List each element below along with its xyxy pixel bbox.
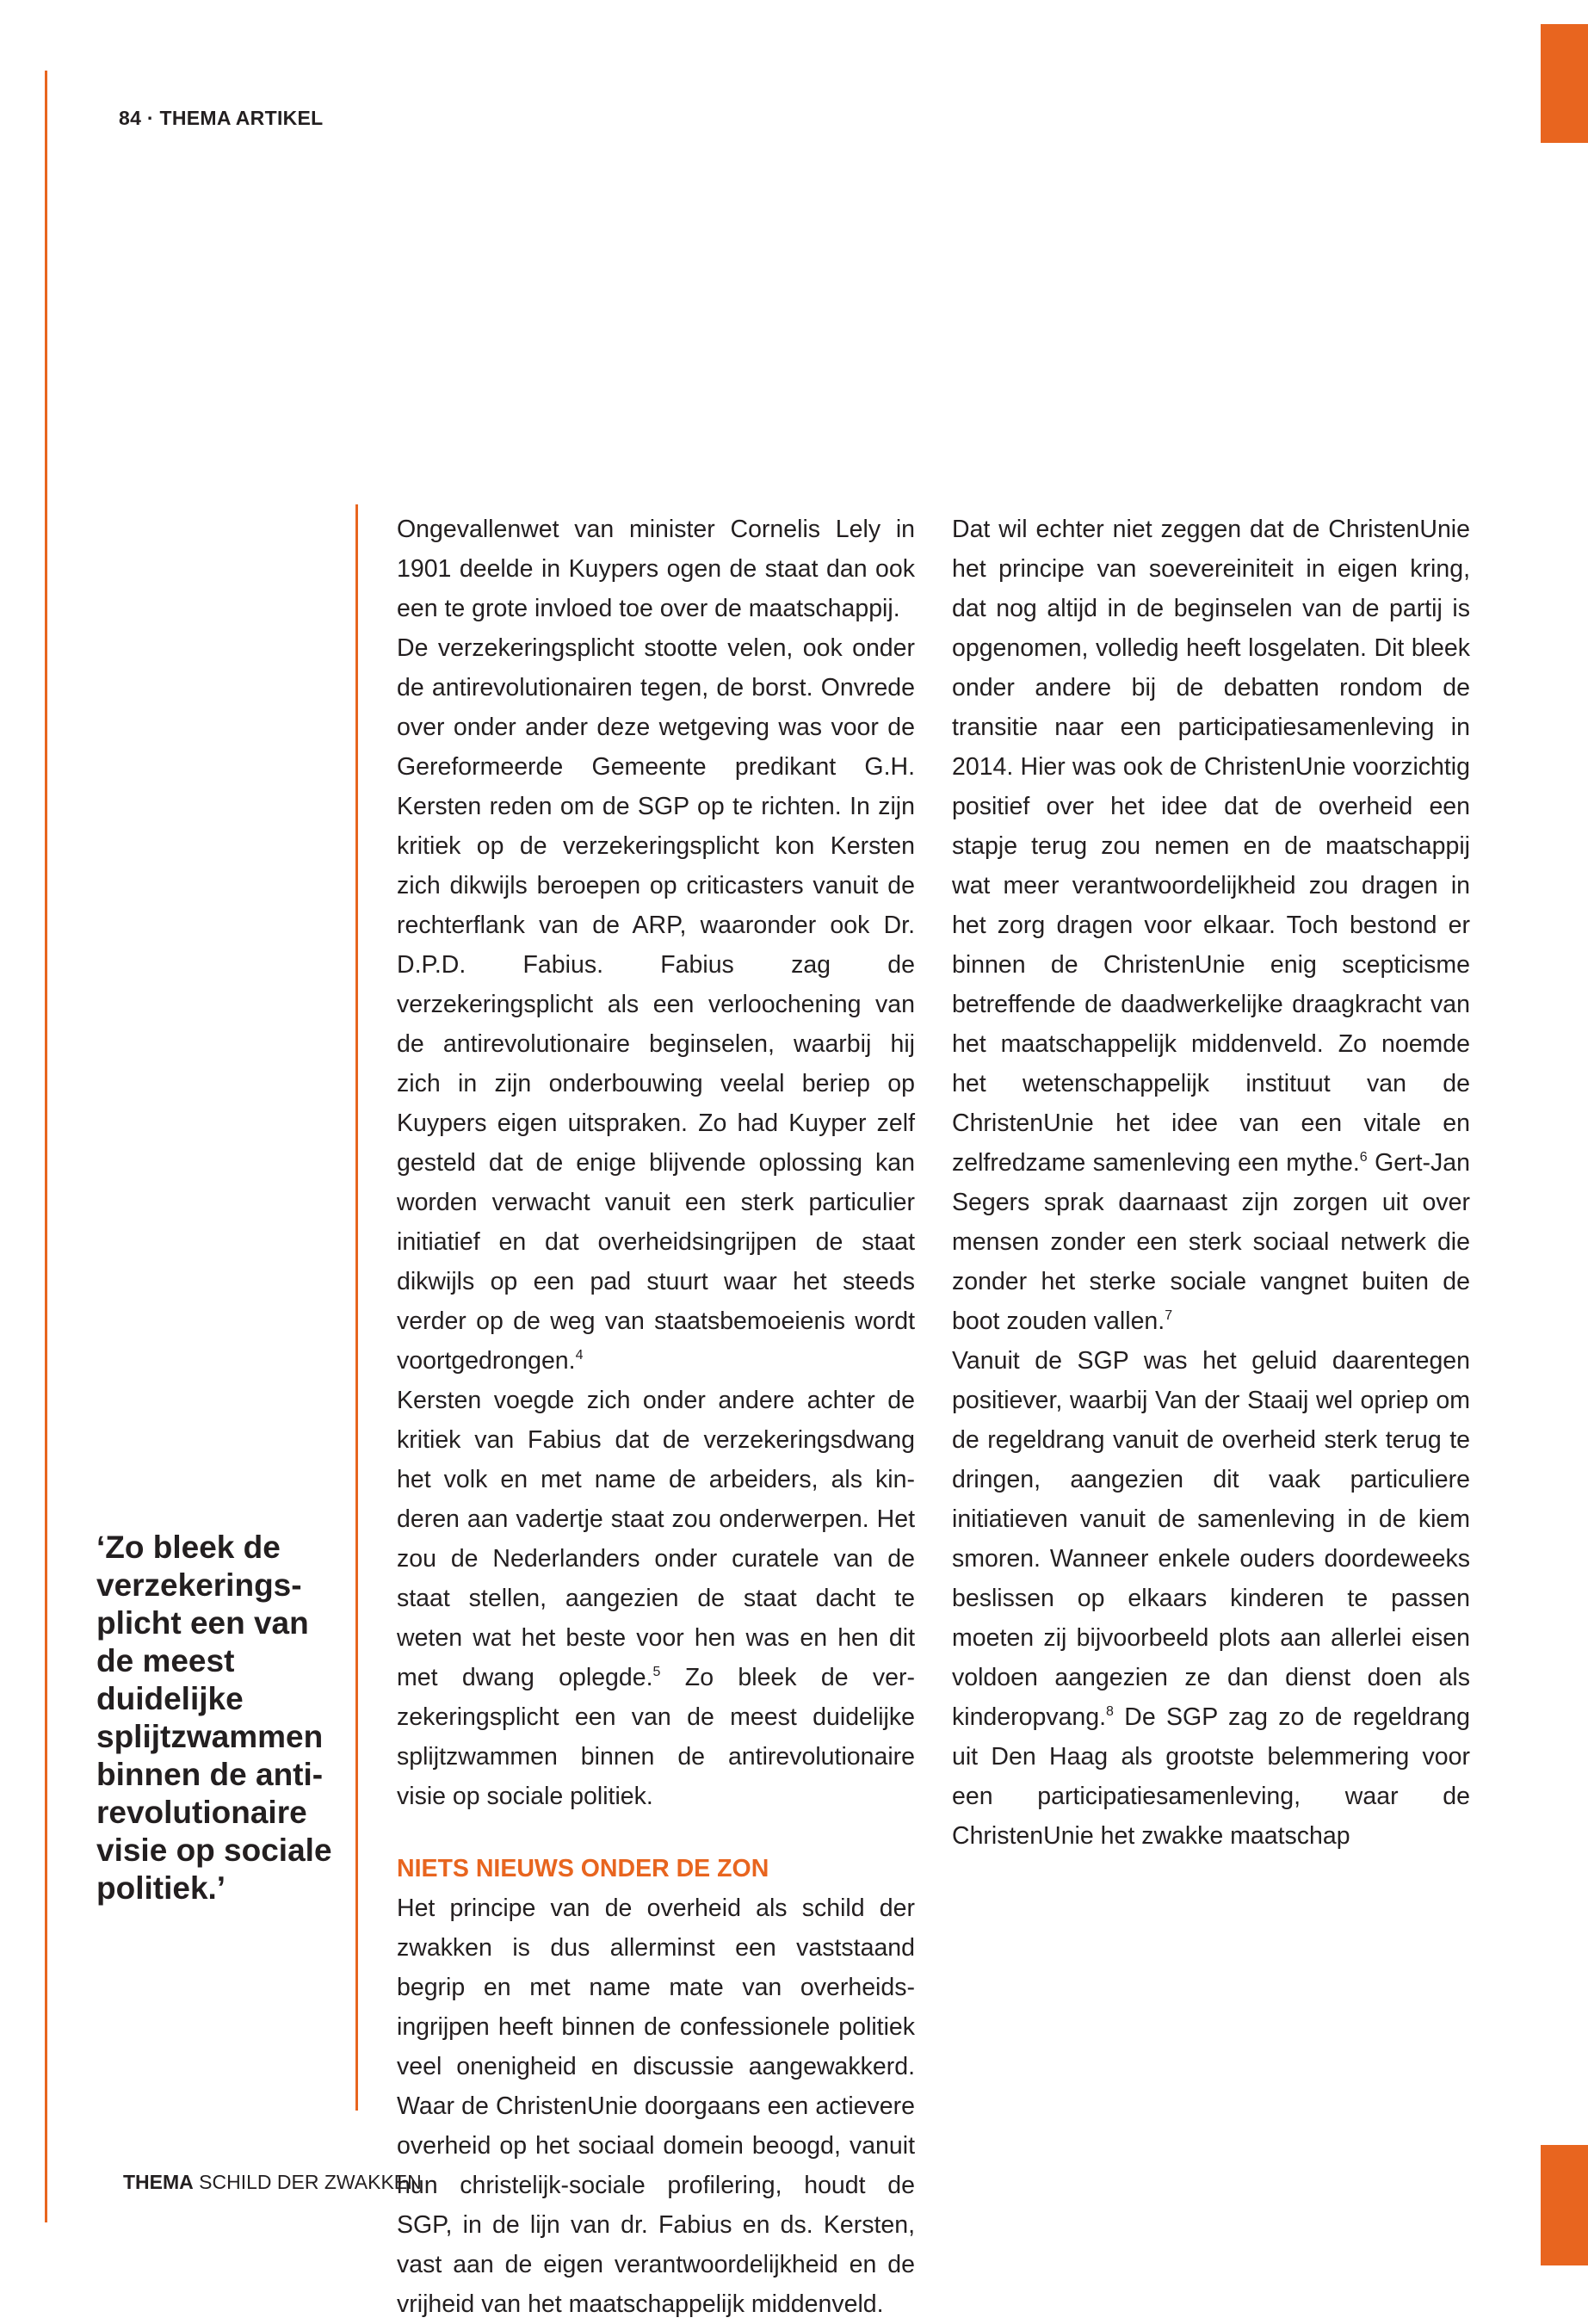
footer-thema: THEMA	[123, 2171, 194, 2193]
running-head: 84 · THEMA ARTIKEL	[119, 107, 324, 129]
paragraph: Dat wil echter niet zeggen dat de ChristenUnie het principe van soevereiniteit in eigen kring, dat nog altijd in de beginselen van de partij is opgenomen, volledig heeft losgelaten. Dit bleek onder andere bij de debatten rondom de transitie naar een participatiesamenleving in 2014. Hier was ook de ChristenUnie voorzichtig positief over het idee dat de overheid een stapje terug zou nemen en de maatschappij wat meer verantwoordelijkheid zou dragen in het zorg dragen voor elkaar. Toch bestond er binnen de ChristenUnie enig scepticisme betreffende de daadwerkelijke draagkracht van het maatschappelijk middenveld. Zo noemde het wetenschappelijk instituut van de ChristenUnie het idee van een vitale en zelfredzame samenleving een mythe.$^6$ Gert-Jan Segers sprak daarnaast zijn zorgen uit over mensen zonder een sterk sociaal netwerk die zonder het sterke sociale vangnet buiten de boot zouden vallen.$^7$	[952, 516, 1470, 1335]
paragraph: Kersten voegde zich onder andere achter de kritiek van Fabius dat de verzekeringsdwang het volk en met name de arbeiders, als kinderen aan vadertje staat zou onderwerpen. Het zou de Nederlanders onder curatele van de staat stellen, aangezien de staat dacht te weten wat het beste voor hen was en hen dit met dwang oplegde.$^5$ Zo bleek de verzekeringsplicht een van de meest duidelijke splijtzwammen binnen de antirevolutionaire visie op sociale politiek.	[397, 1387, 915, 1810]
article-column-1	[397, 510, 915, 2324]
section-tab-top	[1541, 24, 1588, 143]
article-column-2	[952, 510, 1470, 1856]
footer-section: SCHILD DER ZWAKKEN	[199, 2171, 422, 2193]
paragraph: Vanuit de SGP was het geluid daarentegen positiever, waarbij Van der Staaij wel opriep om de regeldrang vanuit de overheid sterk terug te dringen, aangezien dit vaak particuliere initiatieven vanuit de samenleving in de kiem smoren. Wanneer enkele ouders doordeweeks beslissen op elkaars kinderen te passen moeten zij bijvoorbeeld plots aan allerlei eisen voldoen aangezien ze dan dienst doen als kinderopvang.$^8$ De SGP zag zo de regeldrang uit Den Haag als grootste belemmering voor een participatiesamenleving, waar de ChristenUnie het zwakke maatschap	[952, 1347, 1470, 1850]
section-heading: NIETS NIEUWS ONDER DE ZON	[397, 1855, 769, 1882]
running-foot	[123, 2171, 422, 2194]
paragraph: De verzekeringsplicht stootte velen, ook onder de antirevolutionairen tegen, de borst. Onvrede over onder ander deze wetgeving was voor de Gereformeerde Gemeente predikant G.H. Kersten reden om de SGP op te richten. In zijn kritiek op de verzekeringsplicht kon Kersten zich dikwijls beroepen op criticasters vanuit de rechterflank van de ARP, waaronder ook Dr. D.P.D. Fabius. Fabius zag de verzekeringsplicht als een verloochening van de antirevolutionaire beginselen, waarbij hij zich in zijn onderbouwing veelal beriep op Kuypers eigen uitspraken. Zo had Kuyper zelf gesteld dat de enige blijvende oplossing kan worden verwacht vanuit een sterk particulier initiatief en dat overheidsingrijpen de staat dikwijls op een pad stuurt waar het steeds verder op de weg van staatsbemoeienis wordt voortgedrongen.$^4$	[397, 634, 915, 1375]
column-rule	[355, 504, 358, 2111]
footnote-ref-6: 6	[1359, 1150, 1368, 1165]
section-tab-bottom	[1541, 2145, 1588, 2265]
footnote-ref-4: 4	[575, 1348, 584, 1363]
pull-quote: ‘Zo bleek de verzekeringsplicht een van de meest duidelijke splijtzwammen binnen de antirevolutionaire visie op sociale politiek.’	[96, 1530, 332, 1906]
paragraph: Ongevallenwet van minister Cornelis Lely in 1901 deelde in Kuypers ogen de staat dan ook een te grote invloed toe over de maatschappij.	[397, 516, 915, 622]
paragraph: Het principe van de overheid als schild der zwakken is dus allerminst een vaststaand begrip en met name mate van overheidsingrijpen heeft binnen de confessionele politiek veel onenigheid en discussie aangewakkerd. Waar de ChristenUnie doorgaans een actievere overheid op het sociaal domein beoogd, vanuit hun christelijk-sociale profilering, houdt de SGP, in de lijn van dr. Fabius en ds. Kersten, vast aan de eigen verantwoordelijkheid en de vrijheid van het maatschappelijk middenveld.	[397, 1894, 915, 2318]
page-margin-rule	[45, 71, 47, 2222]
footnote-ref-5: 5	[652, 1665, 661, 1679]
footnote-ref-8: 8	[1106, 1704, 1114, 1719]
footnote-ref-7: 7	[1165, 1308, 1173, 1323]
